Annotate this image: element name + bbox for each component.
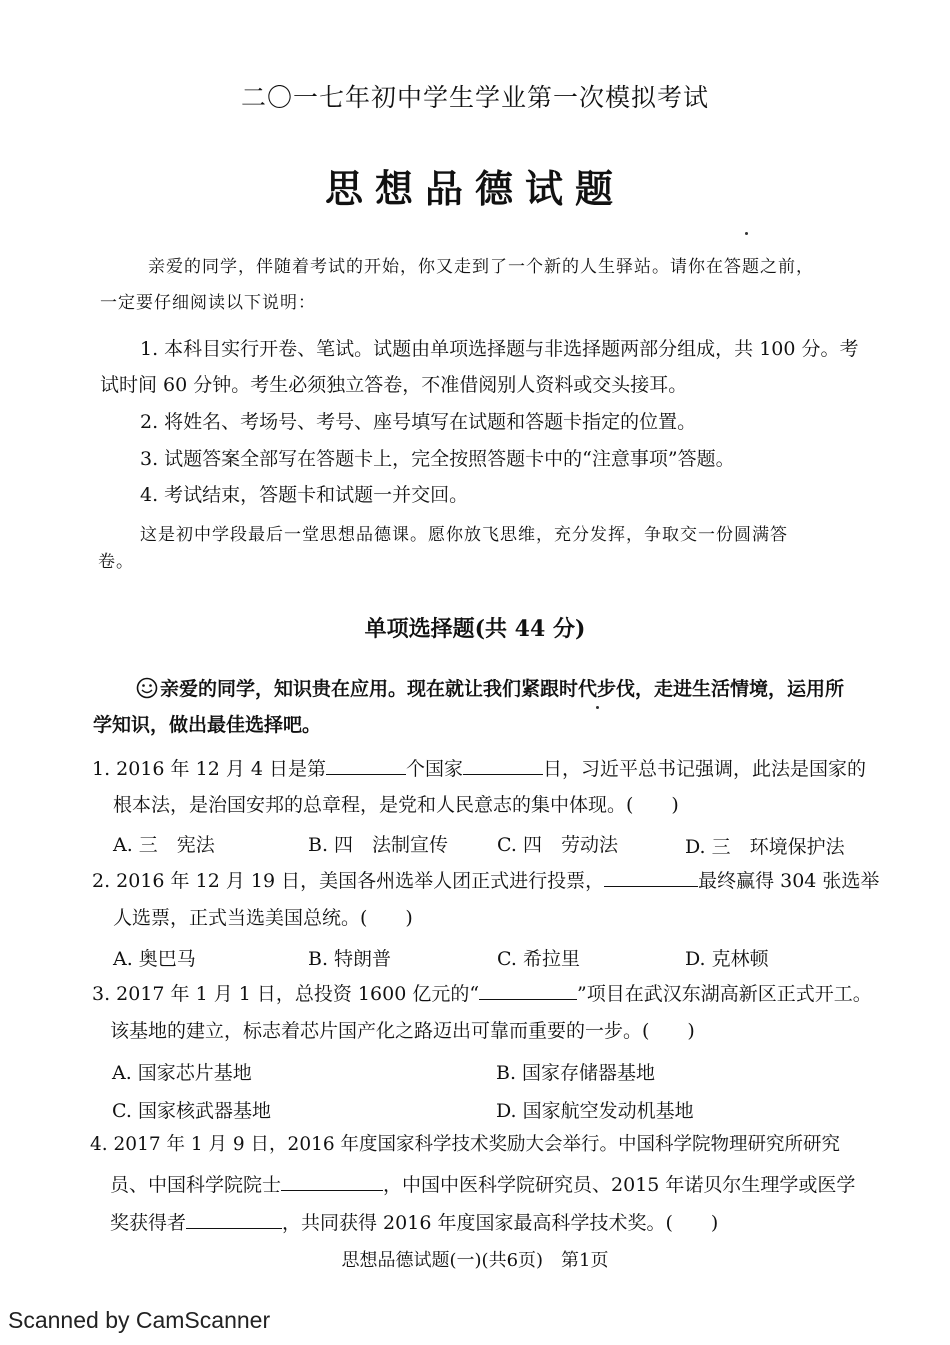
question-3-option-c: C. 国家核武器基地 — [112, 1100, 271, 1122]
rule-1-line1: 1. 本科目实行开卷、笔试。试题由单项选择题与非选择题两部分组成，共 100 分。考 — [140, 338, 859, 360]
question-4-text-b: ，中国中医科学院研究员、2015 年诺贝尔生理学或医学 — [383, 1174, 856, 1196]
question-4-text-c: 奖获得者 — [110, 1212, 187, 1234]
subject-title: 思想品德试题 — [324, 166, 625, 211]
question-4-line3 — [110, 1210, 718, 1236]
section-lead-line2: 学知识，做出最佳选择吧。 — [93, 714, 322, 736]
question-3-line1 — [92, 981, 872, 1007]
smiley-face-icon — [136, 677, 158, 699]
question-3-option-b: B. 国家存储器基地 — [496, 1062, 656, 1084]
camscanner-watermark: Scanned by CamScanner — [8, 1307, 271, 1333]
question-1-option-a: A. 三 宪法 — [113, 834, 215, 856]
question-2-option-d: D. 克林顿 — [685, 948, 769, 970]
question-3-text-b: ”项目在武汉东湖高新区正式开工。 — [577, 983, 872, 1005]
question-3-text-a: 3. 2017 年 1 月 1 日，总投资 1600 亿元的“ — [92, 983, 480, 1005]
answer-blank — [604, 868, 698, 887]
question-2-text-a: 2. 2016 年 12 月 19 日，美国各州选举人团正式进行投票， — [92, 870, 605, 892]
rule-3: 3. 试题答案全部写在答题卡上，完全按照答题卡中的“注意事项”答题。 — [140, 448, 735, 470]
scan-speck — [745, 232, 748, 235]
question-2-option-a: A. 奥巴马 — [113, 948, 196, 970]
question-1-option-b: B. 四 法制宣传 — [308, 834, 449, 856]
question-1-line2: 根本法，是治国安邦的总章程，是党和人民意志的集中体现。( ) — [113, 794, 679, 816]
section-lead-line1 — [136, 676, 844, 702]
question-1-text-a: 1. 2016 年 12 月 4 日是第 — [92, 758, 326, 780]
answer-blank — [281, 1172, 383, 1191]
question-2-option-c: C. 希拉里 — [497, 948, 580, 970]
question-4-line1: 4. 2017 年 1 月 9 日，2016 年度国家科学技术奖励大会举行。中国科学院物理研究所研究 — [90, 1134, 841, 1155]
question-1-line1 — [92, 756, 866, 782]
exam-title: 二〇一七年初中学生学业第一次模拟考试 — [240, 83, 709, 112]
question-4-text-d: ，共同获得 2016 年度国家最高科学技术奖。( ) — [282, 1212, 719, 1234]
question-4-line2 — [110, 1172, 855, 1198]
question-2-option-b: B. 特朗普 — [308, 948, 392, 970]
closing-line2: 卷。 — [98, 552, 134, 572]
question-2-line2: 人选票，正式当选美国总统。( ) — [113, 907, 413, 929]
closing-line1: 这是初中学段最后一堂思想品德课。愿你放飞思维，充分发挥，争取交一份圆满答 — [140, 525, 788, 545]
question-3-line2: 该基地的建立，标志着芯片国产化之路迈出可靠而重要的一步。( ) — [110, 1020, 695, 1042]
rule-2: 2. 将姓名、考场号、考号、座号填写在试题和答题卡指定的位置。 — [140, 411, 697, 433]
question-2-text-b: 最终赢得 304 张选举 — [698, 870, 880, 892]
question-1-text-c: 日，习近平总书记强调，此法是国家的 — [543, 758, 867, 780]
question-2-line1 — [92, 868, 879, 894]
section-lead-text: 亲爱的同学，知识贵在应用。现在就让我们紧跟时代步伐，走进生活情境，运用所 — [160, 678, 845, 700]
rule-4: 4. 考试结束，答题卡和试题一并交回。 — [140, 484, 469, 506]
intro-greeting-line1: 亲爱的同学，伴随着考试的开始，你又走到了一个新的人生驿站。请你在答题之前， — [148, 257, 814, 277]
section-title: 单项选择题(共 44 分) — [364, 616, 586, 642]
question-3-option-d: D. 国家航空发动机基地 — [496, 1100, 694, 1122]
question-1-text-b: 个国家 — [405, 758, 463, 780]
answer-blank — [186, 1210, 282, 1229]
question-3-option-a: A. 国家芯片基地 — [112, 1062, 252, 1084]
rule-1-line2: 试时间 60 分钟。考生必须独立答卷，不准借阅别人资料或交头接耳。 — [100, 374, 688, 396]
question-1-option-c: C. 四 劳动法 — [497, 834, 618, 856]
question-4-text-a: 员、中国科学院院士 — [110, 1174, 282, 1196]
intro-greeting-line2: 一定要仔细阅读以下说明： — [100, 293, 316, 313]
scan-speck — [596, 706, 599, 709]
answer-blank — [463, 756, 543, 775]
page-footer: 思想品德试题(一)(共6页) 第1页 — [341, 1250, 609, 1271]
answer-blank — [479, 981, 577, 1000]
answer-blank — [326, 756, 406, 775]
question-1-option-d: D. 三 环境保护法 — [685, 836, 845, 858]
